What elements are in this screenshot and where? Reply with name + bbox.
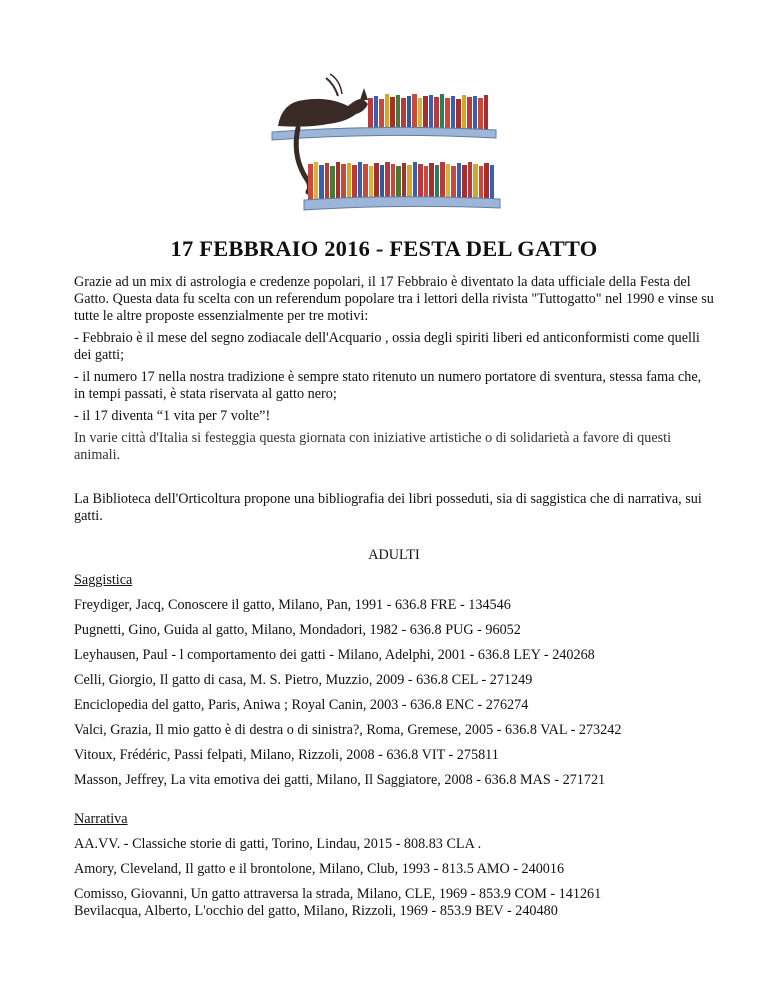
intro-paragraph: Grazie ad un mix di astrologia e credenze popolari, il 17 Febbraio è diventato la data ufficiale della Festa del Gatto. Questa data fu scelta con un referendum popolare tra i lettori della rivista "Tuttogatto" nel 1990 e vinse su tutte le altre proposte essenzialmente per tre motivi: (74, 274, 714, 324)
narrativa-entry: Bevilacqua, Alberto, L'occhio del gatto, Milano, Rizzoli, 1969 - 853.9 BEV - 240480 (74, 903, 558, 919)
saggistica-entry: Enciclopedia del gatto, Paris, Aniwa ; Royal Canin, 2003 - 636.8 ENC - 276274 (74, 697, 529, 713)
saggistica-entry: Pugnetti, Gino, Guida al gatto, Milano, Mondadori, 1982 - 636.8 PUG - 96052 (74, 622, 521, 638)
document-body (74, 274, 714, 920)
saggistica-entry: Valci, Grazia, Il mio gatto è di destra o di sinistra?, Roma, Gremese, 2005 - 636.8 VAL - 273242 (74, 722, 622, 738)
narrativa-entry: Amory, Cleveland, Il gatto e il brontolone, Milano, Club, 1993 - 813.5 AMO - 240016 (74, 861, 565, 877)
celebration-paragraph: In varie città d'Italia si festeggia questa giornata con iniziative artistiche o di solidarietà a favore di questi animali. (74, 430, 672, 463)
cat-on-bookshelf-illustration (268, 66, 504, 226)
section-heading-adulti: ADULTI (368, 547, 420, 563)
reason-3: - il 17 diventa “1 vita per 7 volte”! (74, 408, 271, 424)
saggistica-entry: Celli, Giorgio, Il gatto di casa, M. S. Pietro, Muzzio, 2009 - 636.8 CEL - 271249 (74, 672, 533, 688)
saggistica-entry: Vitoux, Frédéric, Passi felpati, Milano, Rizzoli, 2008 - 636.8 VIT - 275811 (74, 747, 499, 763)
library-note: La Biblioteca dell'Orticoltura propone una bibliografia dei libri posseduti, sia di saggistica che di narrativa, sui gatti. (74, 491, 702, 524)
saggistica-entry: Masson, Jeffrey, La vita emotiva dei gatti, Milano, Il Saggiatore, 2008 - 636.8 MAS - 271721 (74, 772, 606, 788)
saggistica-entry: Freydiger, Jacq, Conoscere il gatto, Milano, Pan, 1991 - 636.8 FRE - 134546 (74, 597, 511, 613)
reason-1: - Febbraio è il mese del segno zodiacale dell'Acquario , ossia degli spiriti liberi ed anticonformisti come quelli dei gatti; (74, 330, 700, 363)
narrativa-entry: AA.VV. - Classiche storie di gatti, Torino, Lindau, 2015 - 808.83 CLA . (74, 836, 482, 852)
saggistica-entry: Leyhausen, Paul - l comportamento dei gatti - Milano, Adelphi, 2001 - 636.8 LEY - 240268 (74, 647, 595, 663)
narrativa-heading: Narrativa (74, 811, 128, 827)
saggistica-heading: Saggistica (74, 572, 133, 588)
reason-2: - il numero 17 nella nostra tradizione è sempre stato ritenuto un numero portatore di sventura, stessa fama che, in tempi passati, è stata riservata al gatto nero; (74, 369, 702, 402)
page-title: 17 FEBBRAIO 2016 - FESTA DEL GATTO (170, 236, 598, 261)
narrativa-entry: Comisso, Giovanni, Un gatto attraversa la strada, Milano, CLE, 1969 - 853.9 COM - 141261 (74, 886, 602, 902)
